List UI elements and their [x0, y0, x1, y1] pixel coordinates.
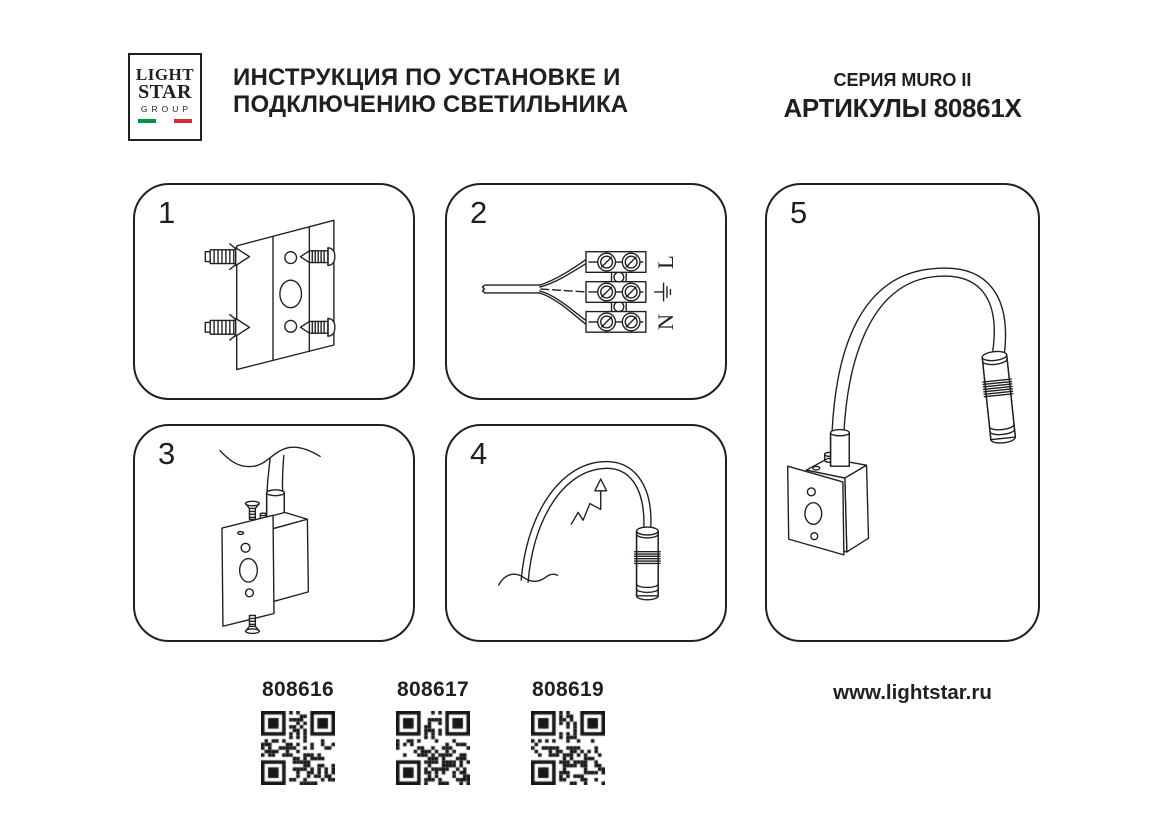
- title-line-2: ПОДКЛЮЧЕНИЮ СВЕТИЛЬНИКА: [233, 91, 629, 118]
- article-item: [503, 678, 633, 790]
- page-title: [233, 64, 628, 118]
- step-number: 2: [470, 195, 488, 230]
- arm-sleeve: [831, 430, 850, 467]
- flex-arm: [521, 462, 651, 582]
- step-panel-4: [445, 424, 727, 642]
- lamp-head: [980, 350, 1018, 444]
- lightstar-logo: [128, 53, 202, 141]
- series-title: СЕРИЯ MURO II: [833, 70, 972, 90]
- article-code: 808616: [262, 678, 334, 701]
- logo-text-group: GROUP: [140, 104, 193, 114]
- step-panel-1: [133, 183, 415, 400]
- flex-arm-bend-illustration: [447, 426, 725, 640]
- step-number: 3: [158, 436, 176, 471]
- article-code: 808619: [532, 678, 604, 701]
- fixing-screw-icon: [246, 501, 260, 519]
- flex-arm: [267, 455, 284, 492]
- logo-text-light: LIGHT: [135, 65, 195, 84]
- flag-green: [138, 119, 156, 123]
- logo-text-star: STAR: [138, 81, 192, 103]
- base-fixing-illustration: [135, 426, 413, 640]
- line-label: L: [653, 255, 679, 269]
- terminal-wiring-illustration: [447, 185, 725, 398]
- bend-arrow-icon: [571, 479, 606, 524]
- qr-code: [396, 711, 470, 785]
- earth-icon: [655, 283, 671, 301]
- title-line-1: ИНСТРУКЦИЯ ПО УСТАНОВКЕ И: [233, 64, 621, 91]
- articles-title: АРТИКУЛЫ 80861X: [783, 93, 1022, 123]
- flag-red: [174, 119, 192, 123]
- italy-flag-icon: [138, 118, 192, 123]
- assembled-lamp-illustration: [767, 185, 1038, 640]
- cover-plate: [788, 466, 844, 555]
- qr-code: [261, 711, 335, 785]
- step-number: 1: [158, 195, 176, 230]
- wall-plate-illustration: [135, 185, 413, 398]
- mounting-plate: [237, 220, 334, 369]
- step-number: 5: [790, 195, 808, 230]
- power-cable: [482, 260, 586, 325]
- flag-white: [156, 119, 174, 123]
- step-number: 4: [470, 436, 488, 471]
- cover-plate: [222, 515, 274, 626]
- article-item: [368, 678, 498, 790]
- step-panel-2: [445, 183, 727, 400]
- lamp-head: [635, 527, 661, 600]
- step-panel-3: [133, 424, 415, 642]
- article-item: [233, 678, 363, 790]
- article-code: 808617: [397, 678, 469, 701]
- series-header: [765, 70, 1040, 122]
- terminal-block-illustration: [586, 252, 646, 332]
- neutral-label: N: [653, 313, 679, 331]
- step-panel-5: [765, 183, 1040, 642]
- flex-arm: [832, 268, 1005, 434]
- website-link: www.lightstar.ru: [833, 681, 992, 704]
- qr-code: [531, 711, 605, 785]
